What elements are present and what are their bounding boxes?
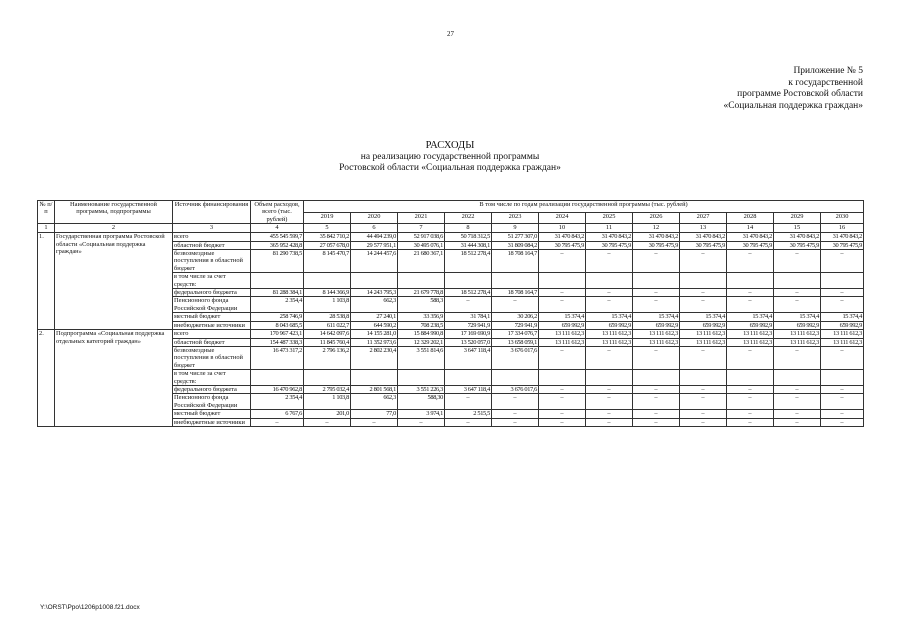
year-value: 14 243 795,3 xyxy=(351,289,398,297)
year-value: – xyxy=(539,410,586,418)
year-value: 30 795 475,9 xyxy=(633,241,680,249)
funding-source: Пенсионного фонда Российской Федерации xyxy=(173,297,251,313)
year-value: 31 470 843,2 xyxy=(586,233,633,241)
column-index: 11 xyxy=(586,224,633,233)
year-header: 2023 xyxy=(492,212,539,224)
funding-source: внебюджетные источники xyxy=(173,321,251,329)
year-value: 3 647 118,4 xyxy=(445,346,492,369)
total-volume: – xyxy=(251,418,304,426)
total-volume: 154 487 338,3 xyxy=(251,338,304,346)
year-value: 588,30 xyxy=(398,394,445,410)
year-value: 35 842 710,2 xyxy=(304,233,351,241)
year-value: – xyxy=(445,418,492,426)
year-value: – xyxy=(680,297,727,313)
year-value: – xyxy=(774,297,821,313)
year-value: 3 676 017,6 xyxy=(492,385,539,393)
year-value: – xyxy=(539,385,586,393)
year-value: 29 577 951,1 xyxy=(351,241,398,249)
funding-source: всего xyxy=(173,330,251,338)
year-value: – xyxy=(539,250,586,273)
year-value: 30 795 475,9 xyxy=(586,241,633,249)
year-value: 31 470 843,2 xyxy=(727,233,774,241)
year-value: 21 679 778,8 xyxy=(398,289,445,297)
year-value xyxy=(774,273,821,289)
column-index: 6 xyxy=(351,224,398,233)
year-value: – xyxy=(727,346,774,369)
year-value: – xyxy=(727,385,774,393)
year-value: 2 802 230,4 xyxy=(351,346,398,369)
year-value: 30 795 475,9 xyxy=(539,241,586,249)
year-value xyxy=(586,370,633,386)
year-value xyxy=(633,273,680,289)
year-value: 30 795 475,9 xyxy=(727,241,774,249)
year-value: – xyxy=(680,346,727,369)
year-value: 15 374,4 xyxy=(727,313,774,321)
year-value xyxy=(445,273,492,289)
year-value: 15 374,4 xyxy=(586,313,633,321)
expenses-table xyxy=(37,200,864,427)
year-value: – xyxy=(821,250,864,273)
year-value: 1 103,8 xyxy=(304,394,351,410)
title-line: Ростовской области «Социальная поддержка граждан» xyxy=(339,163,561,173)
year-header: 2022 xyxy=(445,212,492,224)
total-volume: 16 473 317,2 xyxy=(251,346,304,369)
year-value: 659 992,9 xyxy=(680,321,727,329)
year-value: – xyxy=(821,394,864,410)
header-name: Наименование государственной программы, подпрограммы xyxy=(55,201,173,224)
total-volume: 16 470 962,8 xyxy=(251,385,304,393)
column-index: 4 xyxy=(251,224,304,233)
funding-source: местный бюджет xyxy=(173,313,251,321)
year-value: – xyxy=(586,297,633,313)
year-value: 729 941,9 xyxy=(492,321,539,329)
year-value: – xyxy=(586,250,633,273)
year-value: 659 992,9 xyxy=(539,321,586,329)
title-line: на реализацию государственной программы xyxy=(360,151,540,162)
year-value: – xyxy=(633,385,680,393)
table-body xyxy=(38,233,864,427)
year-value: – xyxy=(586,418,633,426)
year-value: 13 111 612,3 xyxy=(586,338,633,346)
year-value: – xyxy=(633,418,680,426)
year-value: – xyxy=(821,297,864,313)
total-volume: 81 288 384,1 xyxy=(251,289,304,297)
year-value: – xyxy=(633,410,680,418)
year-value: 662,3 xyxy=(351,394,398,410)
section-number: 1. xyxy=(38,233,55,330)
year-value: 659 992,9 xyxy=(633,321,680,329)
year-value: 13 111 612,3 xyxy=(680,338,727,346)
year-value xyxy=(821,370,864,386)
year-value: 13 111 612,3 xyxy=(727,338,774,346)
year-header: 2030 xyxy=(821,212,864,224)
year-value: 31 470 843,2 xyxy=(633,233,680,241)
year-value: 13 111 612,3 xyxy=(821,338,864,346)
year-value: 13 111 612,3 xyxy=(821,330,864,338)
funding-source: местный бюджет xyxy=(173,410,251,418)
year-value: – xyxy=(633,394,680,410)
year-value: 31 784,1 xyxy=(445,313,492,321)
year-value: – xyxy=(680,418,727,426)
funding-source: в том числе за счет средств: xyxy=(173,370,251,386)
year-value: 659 992,9 xyxy=(821,321,864,329)
year-value: 659 992,9 xyxy=(774,321,821,329)
year-value: 3 974,1 xyxy=(398,410,445,418)
year-value: 30 795 475,9 xyxy=(821,241,864,249)
year-value: – xyxy=(680,250,727,273)
column-index: 10 xyxy=(539,224,586,233)
year-value: 2 795 032,4 xyxy=(304,385,351,393)
total-volume: 170 967 423,1 xyxy=(251,330,304,338)
section-number: 2. xyxy=(38,330,55,427)
year-value: – xyxy=(774,385,821,393)
year-value: 52 917 038,6 xyxy=(398,233,445,241)
year-value: 1 103,8 xyxy=(304,297,351,313)
year-value: 30 495 076,1 xyxy=(398,241,445,249)
year-value xyxy=(727,370,774,386)
total-volume: 6 767,6 xyxy=(251,410,304,418)
year-value: – xyxy=(633,346,680,369)
year-value: 31 444 308,1 xyxy=(445,241,492,249)
header-num: № п/п xyxy=(38,201,55,224)
year-value: 13 111 612,3 xyxy=(727,330,774,338)
year-value: – xyxy=(492,394,539,410)
year-value: 13 658 059,1 xyxy=(492,338,539,346)
year-value: 77,0 xyxy=(351,410,398,418)
total-volume: 2 354,4 xyxy=(251,394,304,410)
year-value: – xyxy=(774,250,821,273)
year-value: 13 111 612,3 xyxy=(774,338,821,346)
year-value: 14 155 281,0 xyxy=(351,330,398,338)
total-volume xyxy=(251,370,304,386)
year-value: – xyxy=(821,410,864,418)
year-value xyxy=(821,273,864,289)
year-value: – xyxy=(633,297,680,313)
year-value: 21 680 367,1 xyxy=(398,250,445,273)
appendix-line: программе Ростовской области xyxy=(737,89,863,99)
year-value: – xyxy=(821,418,864,426)
title-main: РАСХОДЫ xyxy=(425,140,475,151)
appendix-line: к государственной xyxy=(788,77,863,88)
year-value: – xyxy=(680,385,727,393)
year-header: 2025 xyxy=(586,212,633,224)
year-value: 17 334 076,7 xyxy=(492,330,539,338)
year-value: 708 238,5 xyxy=(398,321,445,329)
year-value: 30 795 475,9 xyxy=(680,241,727,249)
year-value: 31 470 843,2 xyxy=(680,233,727,241)
funding-source: внебюджетные источники xyxy=(173,418,251,426)
year-value: 611 022,7 xyxy=(304,321,351,329)
year-value: – xyxy=(586,289,633,297)
total-volume: 455 545 599,7 xyxy=(251,233,304,241)
file-path: Y:\ORST\Ppo\1206p1008.f21.docx xyxy=(40,604,140,611)
column-index: 7 xyxy=(398,224,445,233)
year-value: – xyxy=(774,289,821,297)
year-value: – xyxy=(774,346,821,369)
year-value: 11 845 760,4 xyxy=(304,338,351,346)
year-value xyxy=(398,273,445,289)
year-value: – xyxy=(821,289,864,297)
year-value: – xyxy=(727,297,774,313)
year-value: 30 206,2 xyxy=(492,313,539,321)
year-header: 2026 xyxy=(633,212,680,224)
year-value: – xyxy=(680,410,727,418)
year-value: – xyxy=(727,250,774,273)
year-value: – xyxy=(727,289,774,297)
funding-source: федерального бюджета xyxy=(173,385,251,393)
year-value xyxy=(539,370,586,386)
total-volume: 8 043 685,5 xyxy=(251,321,304,329)
header-source: Источник финансирования xyxy=(173,201,251,224)
year-value: 13 111 612,3 xyxy=(539,338,586,346)
section-name: Государственная программа Ростовской области «Социальная поддержка граждан» xyxy=(55,233,173,330)
year-value: – xyxy=(821,385,864,393)
year-value: 18 512 278,4 xyxy=(445,289,492,297)
year-value xyxy=(680,273,727,289)
year-value: 31 470 843,2 xyxy=(821,233,864,241)
year-value: – xyxy=(680,394,727,410)
year-value xyxy=(445,370,492,386)
funding-source: Пенсионного фонда Российской Федерации xyxy=(173,394,251,410)
year-header: 2028 xyxy=(727,212,774,224)
funding-source: областной бюджет xyxy=(173,241,251,249)
year-value: 3 647 118,4 xyxy=(445,385,492,393)
column-index: 8 xyxy=(445,224,492,233)
year-value: – xyxy=(539,289,586,297)
column-index: 13 xyxy=(680,224,727,233)
year-value: 11 352 973,6 xyxy=(351,338,398,346)
column-index: 15 xyxy=(774,224,821,233)
total-volume: 2 354,4 xyxy=(251,297,304,313)
year-value: 31 809 084,2 xyxy=(492,241,539,249)
year-value xyxy=(351,370,398,386)
funding-source: безвозмездные поступления в областной бюджет xyxy=(173,346,251,369)
year-value: 659 992,9 xyxy=(727,321,774,329)
year-value: 44 494 239,0 xyxy=(351,233,398,241)
year-value: – xyxy=(727,418,774,426)
section-name: Подпрограмма «Социальная поддержка отдельных категорий граждан» xyxy=(55,330,173,427)
year-value: – xyxy=(774,410,821,418)
year-value: 15 374,4 xyxy=(680,313,727,321)
year-value: 12 329 202,1 xyxy=(398,338,445,346)
year-header: 2021 xyxy=(398,212,445,224)
year-value xyxy=(351,273,398,289)
year-value: 31 470 843,2 xyxy=(774,233,821,241)
index-row xyxy=(38,224,864,233)
year-value: 13 111 612,3 xyxy=(680,330,727,338)
year-value: – xyxy=(821,346,864,369)
year-header: 2020 xyxy=(351,212,398,224)
year-value: 729 941,9 xyxy=(445,321,492,329)
year-value: – xyxy=(680,289,727,297)
year-value: 662,3 xyxy=(351,297,398,313)
year-value: 14 642 097,6 xyxy=(304,330,351,338)
year-value: – xyxy=(586,346,633,369)
year-value: 644 590,2 xyxy=(351,321,398,329)
year-value: 28 538,8 xyxy=(304,313,351,321)
funding-source: безвозмездные поступления в областной бюджет xyxy=(173,250,251,273)
year-header: 2024 xyxy=(539,212,586,224)
year-value: 2 801 568,1 xyxy=(351,385,398,393)
year-value: 13 111 612,3 xyxy=(774,330,821,338)
column-index: 1 xyxy=(38,224,55,233)
year-value: 13 520 057,0 xyxy=(445,338,492,346)
header-volume: Объем расходов, всего (тыс. рублей) xyxy=(251,201,304,224)
table-row xyxy=(38,233,864,241)
year-value: – xyxy=(727,410,774,418)
year-value: 15 884 990,8 xyxy=(398,330,445,338)
funding-source: областной бюджет xyxy=(173,338,251,346)
year-value: 659 992,9 xyxy=(586,321,633,329)
column-index: 14 xyxy=(727,224,774,233)
year-value: – xyxy=(774,394,821,410)
year-value: – xyxy=(586,410,633,418)
total-volume: 81 290 738,5 xyxy=(251,250,304,273)
year-value: 13 111 612,3 xyxy=(586,330,633,338)
year-header: 2019 xyxy=(304,212,351,224)
document-title xyxy=(250,140,650,175)
year-value xyxy=(304,273,351,289)
year-value xyxy=(633,370,680,386)
year-value xyxy=(492,273,539,289)
column-index: 12 xyxy=(633,224,680,233)
year-value: 15 374,4 xyxy=(774,313,821,321)
year-value xyxy=(304,370,351,386)
year-value: 18 708 164,7 xyxy=(492,289,539,297)
year-value: 18 708 164,7 xyxy=(492,250,539,273)
year-value: – xyxy=(539,346,586,369)
year-value: – xyxy=(633,250,680,273)
year-value: 13 111 612,3 xyxy=(633,338,680,346)
year-value: – xyxy=(539,418,586,426)
column-index: 9 xyxy=(492,224,539,233)
year-value: 13 111 612,3 xyxy=(539,330,586,338)
year-value xyxy=(539,273,586,289)
appendix-line: Приложение № 5 xyxy=(793,66,863,76)
year-value: – xyxy=(586,394,633,410)
column-index: 5 xyxy=(304,224,351,233)
year-value: – xyxy=(445,394,492,410)
year-value: – xyxy=(539,394,586,410)
column-index: 2 xyxy=(55,224,173,233)
year-value: 14 244 457,6 xyxy=(351,250,398,273)
year-value: – xyxy=(727,394,774,410)
funding-source: федерального бюджета xyxy=(173,289,251,297)
year-value: 30 795 475,9 xyxy=(774,241,821,249)
year-value: – xyxy=(492,418,539,426)
year-value: – xyxy=(539,297,586,313)
year-value: – xyxy=(304,418,351,426)
year-value: 201,0 xyxy=(304,410,351,418)
year-value: – xyxy=(492,410,539,418)
table-row xyxy=(38,330,864,338)
header-years-group: В том числе по годам реализации государственной программы (тыс. рублей) xyxy=(304,201,864,213)
year-value xyxy=(680,370,727,386)
year-value xyxy=(586,273,633,289)
year-value: 51 277 307,0 xyxy=(492,233,539,241)
year-value: 8 145 470,7 xyxy=(304,250,351,273)
column-index: 3 xyxy=(173,224,251,233)
year-value: – xyxy=(586,385,633,393)
year-value xyxy=(727,273,774,289)
year-header: 2027 xyxy=(680,212,727,224)
year-value: – xyxy=(445,297,492,313)
year-value: 50 718 312,5 xyxy=(445,233,492,241)
year-value: 3 551 814,6 xyxy=(398,346,445,369)
year-value: 15 374,4 xyxy=(539,313,586,321)
year-value: 3 676 017,6 xyxy=(492,346,539,369)
appendix-header xyxy=(623,66,863,112)
year-value: – xyxy=(351,418,398,426)
total-volume xyxy=(251,273,304,289)
year-value: – xyxy=(633,289,680,297)
year-value: 18 512 278,4 xyxy=(445,250,492,273)
year-value: – xyxy=(398,418,445,426)
funding-source: всего xyxy=(173,233,251,241)
year-value: 2 515,5 xyxy=(445,410,492,418)
year-value xyxy=(774,370,821,386)
year-value: 31 470 843,2 xyxy=(539,233,586,241)
year-value xyxy=(492,370,539,386)
page-number: 27 xyxy=(447,30,454,38)
year-value: 33 356,9 xyxy=(398,313,445,321)
year-value: 13 111 612,3 xyxy=(633,330,680,338)
year-value: 15 374,4 xyxy=(633,313,680,321)
total-volume: 258 746,9 xyxy=(251,313,304,321)
year-value: 3 551 226,3 xyxy=(398,385,445,393)
year-value: – xyxy=(774,418,821,426)
column-index: 16 xyxy=(821,224,864,233)
year-value: – xyxy=(492,297,539,313)
appendix-line: «Социальная поддержка граждан» xyxy=(723,100,863,111)
year-value: 15 374,4 xyxy=(821,313,864,321)
year-value xyxy=(398,370,445,386)
year-value: 8 144 366,9 xyxy=(304,289,351,297)
year-value: 27 057 678,0 xyxy=(304,241,351,249)
year-value: 2 796 136,2 xyxy=(304,346,351,369)
year-header: 2029 xyxy=(774,212,821,224)
year-value: 17 169 690,9 xyxy=(445,330,492,338)
year-value: 27 240,1 xyxy=(351,313,398,321)
total-volume: 365 952 428,8 xyxy=(251,241,304,249)
year-value: 588,3 xyxy=(398,297,445,313)
funding-source: в том числе за счет средств: xyxy=(173,273,251,289)
